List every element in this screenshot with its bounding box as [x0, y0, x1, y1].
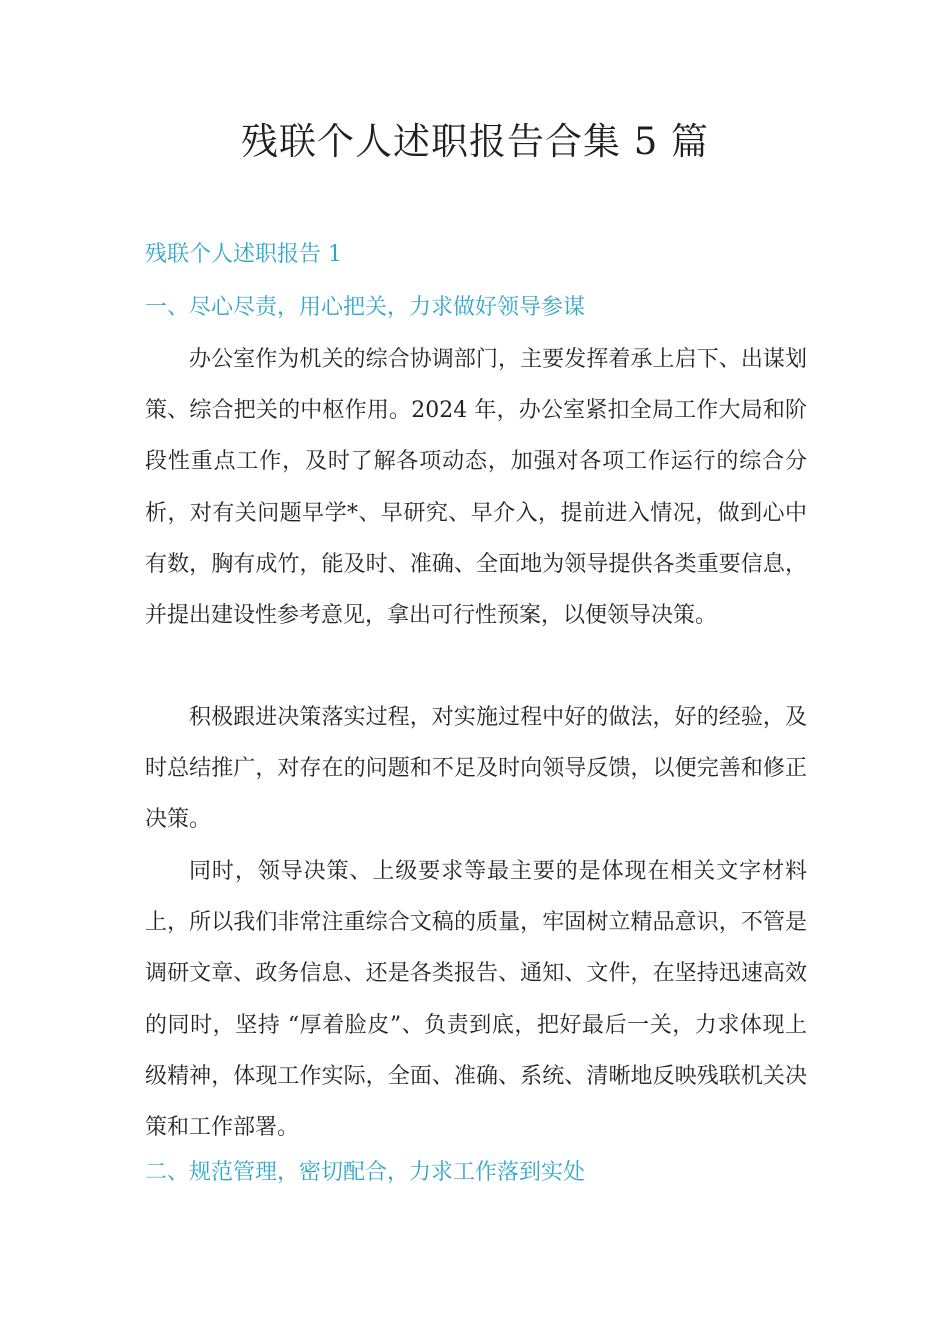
paragraph-3: 同时，领导决策、上级要求等最主要的是体现在相关文字材料上，所以我们非常注重综合文稿的质量，牢固树立精品意识，不管是调研文章、政务信息、还是各类报告、通知、文件，在坚持迅速高效的同时，坚持 “厚着脸皮”、负责到底，把好最后一关，力求体现上级精神，体现工作实际，全面、准确、系统、清晰地反映残联机关决策和工作部署。	[145, 859, 807, 1141]
section-heading-1: 一、尽心尽责，用心把关，力求做好领导参谋	[145, 295, 586, 320]
document-title: 残联个人述职报告合集 5 篇	[240, 120, 710, 163]
report-heading: 残联个人述职报告 1	[145, 242, 342, 267]
section-heading-2: 二、规范管理，密切配合，力求工作落到实处	[145, 1160, 586, 1185]
paragraph-1: 办公室作为机关的综合协调部门，主要发挥着承上启下、出谋划策、综合把关的中枢作用。2024 年，办公室紧扣全局工作大局和阶段性重点工作，及时了解各项动态，加强对各项工作运行的综合分析，对有关问题早学*、早研究、早介入，提前进入情况，做到心中有数，胸有成竹，能及时、准确、全面地为领导提供各类重要信息，并提出建设性参考意见，拿出可行性预案，以便领导决策。	[145, 347, 807, 629]
paragraph-2: 积极跟进决策落实过程，对实施过程中好的做法，好的经验，及时总结推广，对存在的问题和不足及时向领导反馈，以便完善和修正决策。	[145, 705, 807, 833]
